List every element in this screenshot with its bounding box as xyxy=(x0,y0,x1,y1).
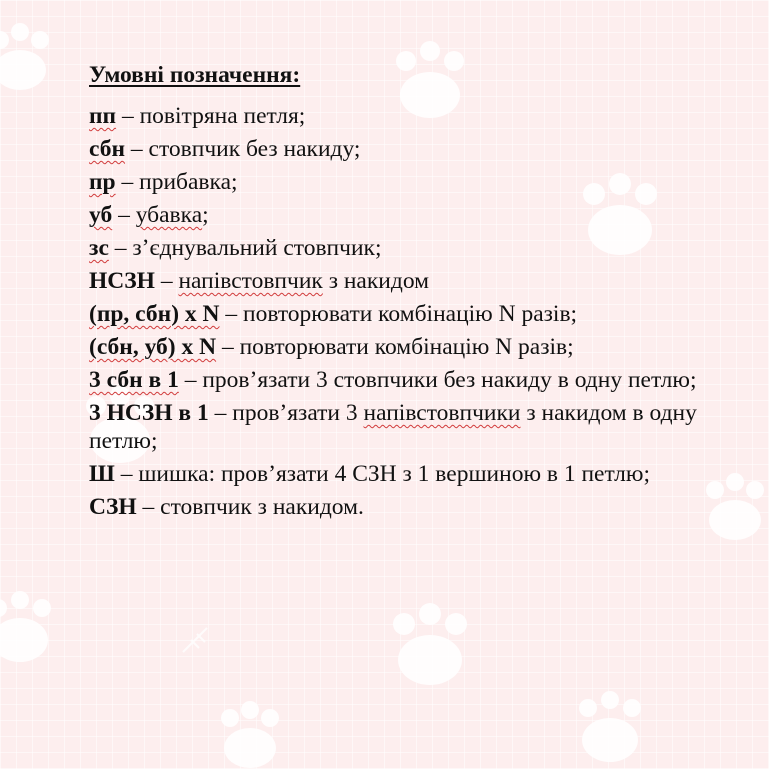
legend-entry xyxy=(89,168,749,196)
legend-definition: – повітряна петля; xyxy=(116,103,306,129)
legend-entry xyxy=(89,267,749,295)
legend-definition-end: з накидом xyxy=(322,268,429,294)
paw-icon xyxy=(0,591,51,662)
legend-term: Ш xyxy=(89,461,115,487)
legend-term: (пр, сбн) х N xyxy=(89,301,220,327)
legend-definition: – шишка: пров’язати 4 СЗН з 1 вершиною в 1 петлю; xyxy=(114,461,650,487)
legend-term: сбн xyxy=(89,136,126,162)
legend-definition-end: ; xyxy=(202,202,209,228)
legend-definition: – пров’язати 3 xyxy=(208,400,364,426)
legend-term: 3 сбн в 1 xyxy=(89,367,179,393)
legend-term: 3 НСЗН в 1 xyxy=(89,400,209,426)
legend-term: зс xyxy=(89,235,109,261)
legend-term: пп xyxy=(89,103,117,129)
legend-definition: – стовпчик з накидом. xyxy=(136,494,364,520)
paw-icon xyxy=(221,701,279,768)
legend-definition-flagged: убавка xyxy=(135,202,203,228)
legend-entry xyxy=(89,234,749,262)
fish-bone-icon xyxy=(183,628,207,652)
legend-entry xyxy=(89,460,749,488)
legend-entry xyxy=(89,399,749,455)
legend-term: СЗН xyxy=(89,494,137,520)
legend-term: НСЗН xyxy=(89,268,155,294)
legend-definition-end: з накидом в одну петлю; xyxy=(89,400,697,454)
paw-icon xyxy=(0,23,49,90)
legend-entry xyxy=(89,366,749,394)
legend-entry xyxy=(89,201,749,229)
legend-definition: – пров’язати 3 стовпчики без накиду в одну петлю; xyxy=(178,367,697,393)
legend-definition: – xyxy=(112,202,136,228)
legend-definition: – xyxy=(154,268,179,294)
legend-definition: – прибавка; xyxy=(115,169,238,195)
legend-definition: – з’єднувальний стовпчик; xyxy=(108,235,382,261)
legend-entries xyxy=(89,102,749,521)
legend-document xyxy=(89,61,749,526)
legend-term: (сбн, уб) х N xyxy=(89,334,217,360)
legend-definition-flagged: напівстовпчик xyxy=(178,268,323,294)
legend-entry xyxy=(89,333,749,361)
legend-term: пр xyxy=(89,169,116,195)
legend-term: уб xyxy=(89,202,113,228)
legend-definition: – повторювати комбінацію N разів; xyxy=(216,334,574,360)
legend-title: Умовні позначення: xyxy=(89,62,301,88)
legend-definition: – стовпчик без накиду; xyxy=(125,136,361,162)
legend-definition: – повторювати комбінацію N разів; xyxy=(219,301,578,327)
legend-entry xyxy=(89,102,749,130)
legend-entry xyxy=(89,300,749,328)
paw-icon xyxy=(393,603,467,685)
legend-entry xyxy=(89,135,749,163)
legend-definition-flagged: напівстовпчики xyxy=(363,400,521,426)
paw-icon xyxy=(579,691,641,762)
legend-entry xyxy=(89,493,749,521)
